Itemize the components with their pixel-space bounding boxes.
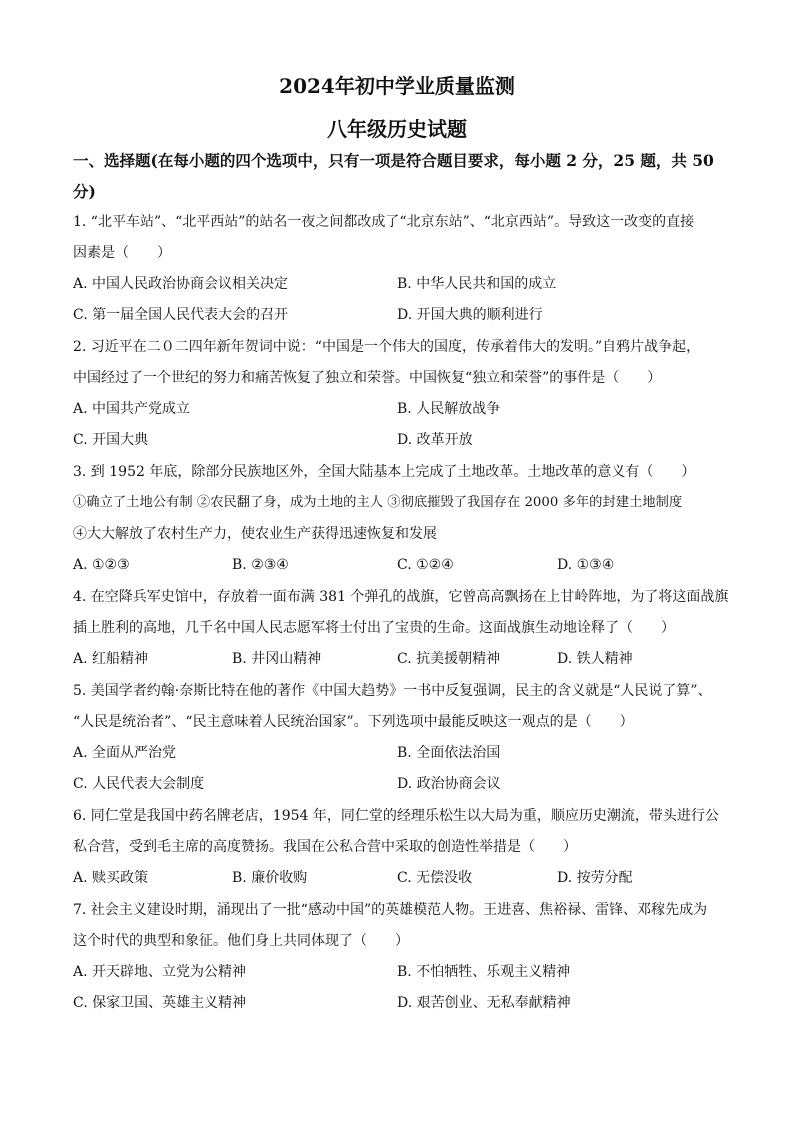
q5-option-a: A. 全面从严治党 [73, 745, 177, 761]
q5-stem-line-1: 5. 美国学者约翰·奈斯比特在他的著作《中国大趋势》一书中反复强调，民主的含义就是“人民说了算”、 [73, 683, 712, 699]
q6-option-c: C. 无偿没收 [397, 870, 473, 886]
exam-title: 2024年初中学业质量监测 [279, 74, 515, 98]
q7-stem-line-1: 7. 社会主义建设时期，涌现出了一批“感动中国”的英雄模范人物。王进喜、焦裕禄、雷锋、邓稼先成为 [73, 902, 708, 918]
q4-option-b: B. 井冈山精神 [232, 651, 322, 667]
q1-option-d: D. 开国大典的顺利进行 [397, 307, 543, 323]
q2-stem-line-1: 2. 习近平在二０二四年新年贺词中说：“中国是一个伟大的国度，传承着伟大的发明。”自鸦片战争起， [73, 339, 701, 355]
q3-stem-line-1: 3. 到 1952 年底，除部分民族地区外，全国大陆基本上完成了土地改革。土地改革的意义有（ ） [73, 464, 696, 480]
q7-option-d: D. 艰苦创业、无私奉献精神 [397, 995, 571, 1011]
q6-option-d: D. 按劳分配 [557, 870, 633, 886]
q5-stem-line-2: “人民是统治者”、“民主意味着人民统治国家”。下列选项中最能反映这一观点的是（ ） [73, 714, 634, 730]
q5-option-d: D. 政治协商会议 [397, 776, 501, 792]
q2-option-a: A. 中国共产党成立 [73, 401, 191, 417]
q6-option-a: A. 赎买政策 [73, 870, 149, 886]
q7-stem-line-2: 这个时代的典型和象征。他们身上共同体现了（ ） [73, 933, 409, 949]
q7-option-b: B. 不怕牺牲、乐观主义精神 [397, 964, 571, 980]
q4-option-d: D. 铁人精神 [557, 651, 633, 667]
q7-option-a: A. 开天辟地、立党为公精神 [73, 964, 247, 980]
q4-option-a: A. 红船精神 [73, 651, 149, 667]
q5-option-b: B. 全面依法治国 [397, 745, 501, 761]
q7-option-c: C. 保家卫国、英雄主义精神 [73, 995, 247, 1011]
q2-option-c: C. 开国大典 [73, 432, 149, 448]
q4-stem-line-2: 插上胜利的高地，几千名中国人民志愿军将士付出了宝贵的生命。这面战旗生动地诠释了（ ） [73, 620, 675, 636]
exam-subtitle: 八年级历史试题 [327, 117, 467, 141]
q1-option-a: A. 中国人民政治协商会议相关决定 [73, 276, 289, 292]
q1-stem-line-2: 因素是（ ） [73, 245, 171, 261]
q4-option-c: C. 抗美援朝精神 [397, 651, 501, 667]
q3-option-a: A. ①②③ [73, 557, 130, 573]
q3-stem-line-2: ①确立了土地公有制 ②农民翻了身，成为土地的主人 ③彻底摧毁了我国存在 2000 多年的封建土地制度 [73, 495, 683, 510]
q4-stem-line-1: 4. 在空降兵军史馆中，存放着一面布满 381 个弹孔的战旗，它曾高高飘扬在上甘岭阵地，为了将这面战旗 [73, 589, 729, 605]
q3-option-d: D. ①③④ [557, 557, 615, 573]
q6-stem-line-2: 私合营，受到毛主席的高度赞扬。我国在公私合营中采取的创造性举措是（ ） [73, 839, 577, 855]
q2-option-b: B. 人民解放战争 [397, 401, 501, 417]
q2-option-d: D. 改革开放 [397, 432, 473, 448]
q2-stem-line-2: 中国经过了一个世纪的努力和痛苦恢复了独立和荣誉。中国恢复“独立和荣誉”的事件是（ ） [73, 370, 662, 386]
q1-stem-line-1: 1. “北平车站”、“北平西站”的站名一夜之间都改成了“北京东站”、“北京西站”。导致这一改变的直接 [73, 214, 695, 230]
q3-stem-line-3: ④大大解放了农村生产力，使农业生产获得迅速恢复和发展 [73, 526, 437, 542]
section-heading: 一、选择题(在每小题的四个选项中，只有一项是符合题目要求，每小题 2 分，25 题，共 50 分) [73, 151, 714, 201]
q3-option-b: B. ②③④ [232, 557, 289, 573]
q6-stem-line-1: 6. 同仁堂是我国中药名牌老店，1954 年，同仁堂的经理乐松生以大局为重，顺应历史潮流，带头进行公 [73, 808, 719, 824]
q5-option-c: C. 人民代表大会制度 [73, 776, 205, 792]
q3-option-c: C. ①②④ [397, 557, 454, 573]
q1-option-b: B. 中华人民共和国的成立 [397, 276, 557, 292]
q6-option-b: B. 廉价收购 [232, 870, 308, 886]
q1-option-c: C. 第一届全国人民代表大会的召开 [73, 307, 289, 323]
